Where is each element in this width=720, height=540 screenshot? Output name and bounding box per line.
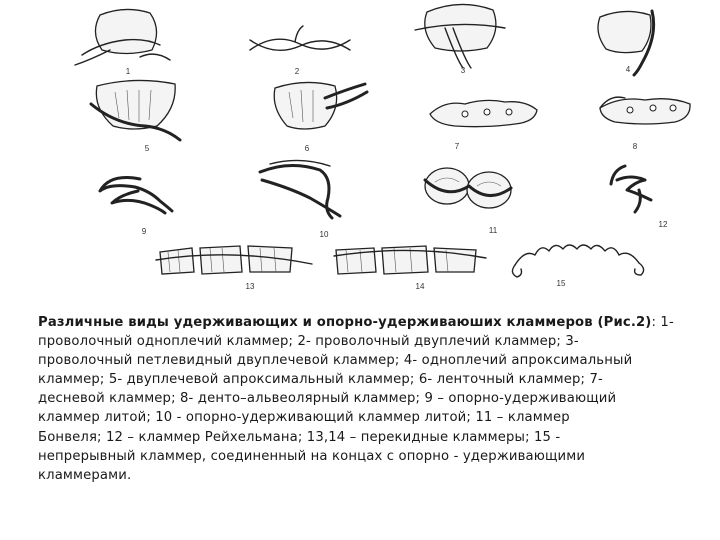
- caption-line: кламмер литой; 10 - опорно-удерживающий кламмер литой; 11 – кламмер: [38, 410, 570, 426]
- figure-12-reichelmann-clasp: [595, 160, 675, 235]
- figure-label: 11: [488, 226, 498, 235]
- figure-label: 4: [625, 65, 631, 74]
- figure-label: 15: [556, 279, 566, 288]
- figure-2-double-arm-wire-clasp: [245, 22, 355, 82]
- caption-line: кламмер; 5- двуплечевой апроксимальный кламмер; 6- ленточный кламмер; 7-: [38, 372, 603, 388]
- clasp-illustration: [40, 0, 690, 300]
- caption-line: кламмерами.: [38, 467, 132, 483]
- figure-label: 6: [304, 144, 310, 153]
- figure-7-gingival-clasp: [425, 92, 540, 154]
- figure-13-crossover-clasp: [152, 238, 317, 298]
- figure-label: 12: [658, 220, 668, 229]
- figure-15-continuous-clasp: [505, 235, 655, 295]
- figure-11-bonwill-clasp: [415, 160, 525, 240]
- figure-label: 7: [454, 142, 460, 151]
- figure-label: 9: [141, 227, 147, 236]
- figure-8-dento-alveolar-clasp: [595, 90, 695, 154]
- figure-6-band-clasp: [265, 78, 370, 153]
- caption-line: : 1-: [651, 315, 674, 330]
- figure-label: 10: [319, 230, 329, 239]
- figure-9-cast-support-retaining-clasp: [80, 165, 190, 240]
- caption-title: Различные виды удерживающих и опорно-удерживаюших кламмеров (Рис.2): [38, 315, 652, 330]
- caption-line: Бонвеля; 12 – кламмер Рейхельмана; 13,14 – перекидные кламмеры; 15 -: [38, 429, 561, 445]
- figure-label: 1: [125, 67, 131, 76]
- figure-1-single-arm-wire-clasp: [70, 5, 180, 80]
- caption: [38, 313, 698, 485]
- caption-line: десневой кламмер; 8- денто–альвеолярный кламмер; 9 – опорно-удерживающий: [38, 391, 617, 407]
- caption-line: проволочный петлевидный двуплечевой кламмер; 4- одноплечий апроксимальный: [38, 353, 633, 369]
- caption-line: проволочный одноплечий кламмер; 2- проволочный двуплечий кламмер; 3-: [38, 334, 579, 350]
- figure-10-cast-support-retaining-clasp: [240, 158, 360, 243]
- figure-14-crossover-clasp: [330, 238, 490, 298]
- figure-4-single-arm-approximal-clasp: [580, 5, 670, 80]
- figure-label: 13: [245, 282, 255, 291]
- figure-label: 3: [460, 66, 466, 75]
- caption-line: непрерывный кламмер, соединенный на концах с опорно - удерживающими: [38, 448, 586, 464]
- figure-label: 2: [294, 67, 300, 76]
- figure-5-double-arm-approximal-clasp: [85, 78, 195, 153]
- figure-label: 14: [415, 282, 425, 291]
- figure-3-loop-double-arm-clasp: [405, 0, 515, 80]
- figure-label: 5: [144, 144, 150, 153]
- figure-label: 8: [632, 142, 638, 151]
